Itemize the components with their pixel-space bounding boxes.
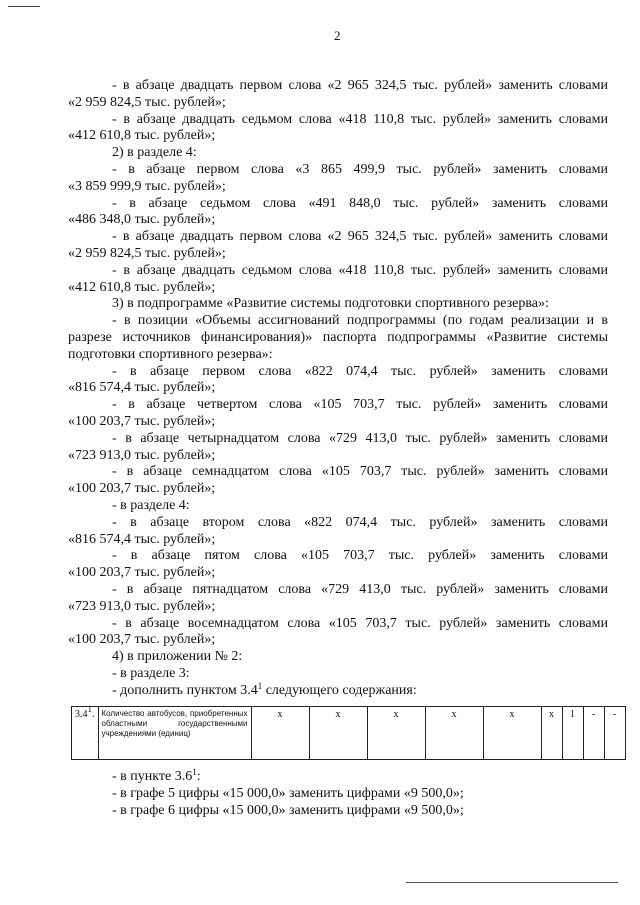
paragraph: - в абзаце четвертом слова «105 703,7 тыс. рублей» заменить словами <box>112 397 608 413</box>
paragraph: подготовки спортивного резерва»: <box>68 346 273 362</box>
paragraph: «100 203,7 тыс. рублей»; <box>68 632 216 648</box>
paragraph: - в абзаце восемнадцатом слова «105 703,7 тыс. рублей» заменить словами <box>112 615 608 631</box>
paragraph: 3) в подпрограмме «Развитие системы подготовки спортивного резерва»: <box>112 296 549 312</box>
paragraph: - в абзаце семнадцатом слова «105 703,7 тыс. рублей» заменить словами <box>112 464 608 480</box>
paragraph: «2 959 824,5 тыс. рублей»; <box>68 94 226 110</box>
paragraph: - в абзаце двадцать седьмом слова «418 110,8 тыс. рублей» заменить словами <box>112 111 608 127</box>
page-number: 2 <box>334 28 341 43</box>
paragraph: - в разделе 4: <box>112 497 190 513</box>
paragraph: - в абзаце первом слова «3 865 499,9 тыс. рублей» заменить словами <box>112 161 608 177</box>
table-cell: х <box>541 707 562 760</box>
paragraph: - в абзаце седьмом слова «491 848,0 тыс. рублей» заменить словами <box>112 195 608 211</box>
paragraph: 4) в приложении № 2: <box>112 649 243 665</box>
paragraph: - в разделе 3: <box>112 665 190 681</box>
paragraph: - в абзаце двадцать первом слова «2 965 324,5 тыс. рублей» заменить словами <box>112 229 608 245</box>
table-cell-number: $3.4^1$. <box>72 707 99 760</box>
table-cell: х <box>309 707 367 760</box>
table-cell-indicator-name: Количество автобусов, приобретенных областными государственными учреждениями (единиц) <box>98 707 251 760</box>
amendment-table <box>71 706 626 760</box>
scan-artifact-line <box>8 6 40 7</box>
paragraph: «100 203,7 тыс. рублей»; <box>68 481 216 497</box>
table-cell: х <box>251 707 309 760</box>
paragraph: - в абзаце втором слова «822 074,4 тыс. рублей» заменить словами <box>112 514 608 530</box>
paragraph: - в абзаце двадцать первом слова «2 965 324,5 тыс. рублей» заменить словами <box>112 78 608 93</box>
paragraph-column-5: - в графе 5 цифры «15 000,0» заменить цифрами «9 500,0»; <box>112 786 464 801</box>
table-row <box>72 707 626 760</box>
paragraph-item-3-6: - в пункте $3.6^1$: <box>112 767 201 784</box>
paragraph: - в позиции «Объемы ассигнований подпрограммы (по годам реализации и в <box>112 313 608 329</box>
paragraph: «723 913,0 тыс. рублей»; <box>68 447 216 463</box>
paragraph: «412 610,8 тыс. рублей»; <box>68 279 216 295</box>
paragraph: «816 574,4 тыс. рублей»; <box>68 380 216 396</box>
paragraph-column-6: - в графе 6 цифры «15 000,0» заменить цифрами «9 500,0»; <box>112 803 464 818</box>
table-cell: 1 <box>562 707 583 760</box>
paragraph: «486 348,0 тыс. рублей»; <box>68 212 216 228</box>
document-body-continued <box>68 768 608 819</box>
paragraph-add-item: - дополнить пунктом $3.4^1$ следующего содержания: <box>112 680 417 698</box>
paragraph: «100 203,7 тыс. рублей»; <box>68 565 216 581</box>
paragraph: - в абзаце двадцать седьмом слова «418 110,8 тыс. рублей» заменить словами <box>112 262 608 278</box>
paragraph: - в абзаце пятнадцатом слова «729 413,0 тыс. рублей» заменить словами <box>112 581 608 597</box>
table-cell: - <box>583 707 604 760</box>
paragraph: - в абзаце пятом слова «105 703,7 тыс. рублей» заменить словами <box>112 548 608 564</box>
paragraph: разрезе источников финансирования)» паспорта подпрограммы «Развитие системы <box>68 329 608 345</box>
paragraph: - в абзаце четырнадцатом слова «729 413,0 тыс. рублей» заменить словами <box>112 430 608 446</box>
table-cell: х <box>483 707 541 760</box>
scan-artifact-line <box>406 882 618 883</box>
paragraph: «412 610,8 тыс. рублей»; <box>68 128 216 144</box>
paragraph: «816 574,4 тыс. рублей»; <box>68 531 216 547</box>
paragraph: «3 859 999,9 тыс. рублей»; <box>68 178 226 194</box>
table-cell: х <box>367 707 425 760</box>
document-body <box>68 78 608 699</box>
table-cell: х <box>425 707 483 760</box>
paragraph: «2 959 824,5 тыс. рублей»; <box>68 245 226 261</box>
paragraph: «100 203,7 тыс. рублей»; <box>68 413 216 429</box>
paragraph: 2) в разделе 4: <box>112 145 197 161</box>
paragraph: «723 913,0 тыс. рублей»; <box>68 598 216 614</box>
paragraph: - в абзаце первом слова «822 074,4 тыс. рублей» заменить словами <box>112 363 608 379</box>
table-cell: - <box>604 707 625 760</box>
